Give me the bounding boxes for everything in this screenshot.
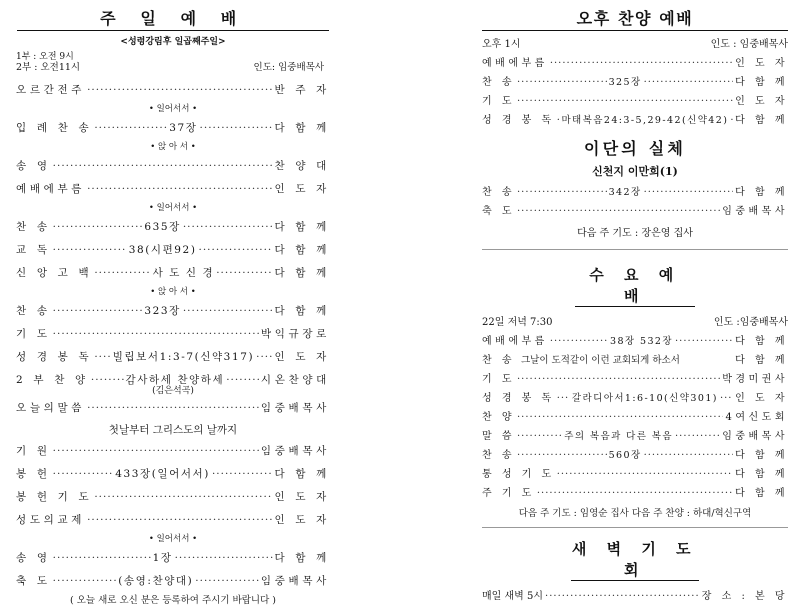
leader-dots <box>53 323 259 346</box>
afternoon-next-prayer: 다음 주 기도 : 장은영 집사 <box>577 228 693 239</box>
service-time-2: 2부 : 오전11시 <box>16 62 81 73</box>
order-row <box>16 463 330 486</box>
order-responsible: 다 함 께 <box>274 244 331 256</box>
order-detail: 342장 <box>608 187 642 198</box>
order-label: 말 씀 <box>482 431 515 442</box>
order-row <box>482 427 788 446</box>
afternoon-order-list <box>482 54 788 130</box>
order-sub: (김은석곡) <box>152 386 194 396</box>
leader-dots <box>720 389 733 408</box>
leader-dots <box>644 183 734 202</box>
leader-dots <box>94 117 167 140</box>
afternoon-time-row <box>482 35 788 54</box>
leader-dots <box>256 346 272 369</box>
leader-dots <box>53 547 151 570</box>
leader-dots <box>557 111 560 130</box>
leader-dots <box>730 111 733 130</box>
order-detail: 560장 <box>608 450 642 461</box>
order-responsible: 다 함 께 <box>735 450 788 461</box>
wednesday-service-title: 수 요 예 배 <box>575 264 695 307</box>
sermon-title: 이단의 실체 <box>583 139 687 158</box>
leader-dots <box>175 547 273 570</box>
order-detail: 635장 <box>144 221 181 233</box>
leader-dots <box>53 216 143 239</box>
leader-dots <box>212 463 273 486</box>
sunday-service-column <box>16 0 330 608</box>
order-responsible: 임중배목사 <box>260 575 330 587</box>
order-detail: 갈라디아서1:6-10(신약301) <box>571 393 718 404</box>
order-row <box>16 216 330 239</box>
posture-note: • 앉 아 서 • <box>150 142 196 152</box>
leader-dots <box>183 300 273 323</box>
order-row <box>16 509 330 532</box>
posture-note: • 일어서서 • <box>148 203 198 213</box>
order-row <box>482 92 788 111</box>
order-label: 예배에부름 <box>16 183 86 195</box>
leader-dots <box>53 463 114 486</box>
liturgical-subtitle: <성령강림후 일곱째주일> <box>120 37 226 47</box>
leader-dots <box>53 239 127 262</box>
order-label: 예배에부름 <box>482 336 548 347</box>
sunday-service-title: 주 일 예 배 <box>17 6 329 31</box>
service-time-2-row <box>16 62 330 74</box>
order-responsible: 인 도 자 <box>274 183 330 195</box>
order-label: 찬 송 <box>16 305 51 317</box>
order-label: 봉 헌 기 도 <box>16 491 93 503</box>
order-detail: 325장 <box>608 77 642 88</box>
leader-dots <box>517 427 562 446</box>
order-responsible: 다 함 께 <box>274 221 330 233</box>
order-label: 주 기 도 <box>482 488 535 499</box>
right-column <box>482 0 788 606</box>
order-label: 축 도 <box>16 575 51 587</box>
order-detail: 37장 <box>169 122 198 134</box>
leader-dots <box>517 370 720 389</box>
order-row <box>482 332 788 351</box>
order-detail: 감사하세 찬양하세 <box>125 374 225 386</box>
order-row <box>482 111 788 130</box>
visitor-notice: ( 오늘 새로 오신 분은 등록하여 주시기 바랍니다 ) <box>70 595 276 606</box>
order-label: 예배에부름 <box>482 58 548 69</box>
leader-dots <box>557 465 733 484</box>
order-responsible: 반 주 자 <box>274 84 330 96</box>
order-label: 오늘의말씀 <box>16 402 86 414</box>
leader-dots <box>87 178 272 201</box>
order-responsible: 4여신도회 <box>725 412 788 423</box>
divider <box>482 249 788 250</box>
leader-dots <box>226 369 259 392</box>
order-responsible: 시온찬양대 <box>260 374 330 386</box>
leader-dots <box>644 73 734 92</box>
sermon-heading: 첫날부터 그리스도의 날까지 <box>108 424 238 436</box>
leader-dots <box>517 446 607 465</box>
order-responsible: 다 함 께 <box>274 305 330 317</box>
order-row <box>16 262 330 285</box>
order-row <box>16 397 330 420</box>
order-responsible: 다 함 께 <box>735 336 788 347</box>
order-responsible: 인 도 자 <box>735 393 788 404</box>
order-detail: 38(시편92) <box>128 244 197 256</box>
afternoon-time: 오후 1시 <box>482 39 521 50</box>
order-label: 기 도 <box>16 328 51 340</box>
order-responsible: 다 함 께 <box>274 267 330 279</box>
dawn-prayer-title: 새 벽 기 도 회 <box>571 540 699 579</box>
order-detail: 38장 532장 <box>609 336 673 347</box>
dawn-prayer-row <box>482 587 788 606</box>
posture-note: • 일어서서 • <box>148 104 198 114</box>
leader-dots <box>517 92 733 111</box>
order-label: 통 성 기 도 <box>482 469 555 480</box>
wednesday-order-list <box>482 332 788 503</box>
order-responsible: 다 함 께 <box>274 468 330 480</box>
afternoon-order-list-2 <box>482 183 788 221</box>
order-row <box>482 446 788 465</box>
leader-dots <box>675 332 733 351</box>
service-time-1: 1부 : 오전 9시 <box>16 52 74 62</box>
order-row <box>482 54 788 73</box>
service-leader: 인도: 임중배목사 <box>253 62 324 73</box>
leader-dots <box>91 369 124 392</box>
order-row <box>16 239 330 262</box>
order-responsible: 다 함 께 <box>735 77 788 88</box>
leader-dots <box>195 570 259 593</box>
order-detail: 사 도 신 경 <box>152 267 215 279</box>
order-row <box>482 370 788 389</box>
order-responsible: 인 도 자 <box>274 491 330 503</box>
leader-dots <box>537 484 733 503</box>
order-responsible: 다 함 께 <box>274 552 330 564</box>
leader-dots <box>94 486 272 509</box>
order-label: 기 원 <box>16 445 51 457</box>
order-label: 성 경 봉 독 <box>482 393 555 404</box>
leader-dots <box>545 587 700 606</box>
order-row <box>16 117 330 140</box>
order-label: 송 영 <box>16 552 51 564</box>
order-row <box>482 351 788 370</box>
order-row <box>482 202 788 221</box>
order-responsible: 다 함 께 <box>735 355 788 366</box>
order-row <box>482 389 788 408</box>
order-label: 기 도 <box>482 96 515 107</box>
order-label: 찬 양 <box>482 412 515 423</box>
leader-dots <box>550 332 608 351</box>
leader-dots <box>183 216 273 239</box>
leader-dots <box>675 427 720 446</box>
order-row <box>16 155 330 178</box>
order-label: 입 례 찬 송 <box>16 122 93 134</box>
order-label: 축 도 <box>482 206 515 217</box>
order-label: 찬 송 <box>16 221 51 233</box>
order-responsible: 임중배목사 <box>722 206 788 217</box>
sermon-subtitle: 신천지 이만희(1) <box>592 165 678 178</box>
wednesday-time-row <box>482 313 788 332</box>
order-responsible: 다 함 께 <box>274 122 330 134</box>
leader-dots <box>557 389 570 408</box>
leader-dots <box>87 509 272 532</box>
order-row <box>16 79 330 102</box>
leader-dots <box>94 346 110 369</box>
order-row <box>482 408 788 427</box>
leader-dots <box>517 202 720 221</box>
order-row <box>16 440 330 463</box>
order-detail: 마태복음24:3-5,29-42(신약42) <box>561 115 729 126</box>
order-responsible: 찬 양 대 <box>274 160 330 172</box>
order-row <box>16 547 330 570</box>
order-detail: 빌립보서1:3-7(신약317) <box>112 351 255 363</box>
leader-dots <box>87 397 259 420</box>
order-responsible: 다 함 께 <box>735 115 788 126</box>
leader-dots <box>644 446 734 465</box>
leader-dots <box>53 570 117 593</box>
order-responsible: 임중배목사 <box>260 402 330 414</box>
order-detail: 433장(일어서서) <box>115 468 210 480</box>
leader-dots <box>216 262 272 285</box>
wednesday-leader: 인도 :임중배목사 <box>713 317 788 328</box>
order-row <box>16 300 330 323</box>
afternoon-leader: 인도 : 임중배목사 <box>710 39 788 50</box>
wednesday-time: 22일 저녁 7:30 <box>482 317 553 328</box>
order-label: 성 경 봉 독 <box>16 351 93 363</box>
order-responsible: 다 함 께 <box>735 469 788 480</box>
order-row <box>16 570 330 593</box>
leader-dots <box>53 155 273 178</box>
order-label: 기 도 <box>482 374 515 385</box>
leader-dots <box>53 300 143 323</box>
order-responsible: 임중배목사 <box>260 445 330 457</box>
order-row <box>482 465 788 484</box>
order-detail: 그날이 도적같이 이런 교회되게 하소서 <box>521 355 680 366</box>
order-label: 찬 송 <box>482 187 515 198</box>
posture-note: • 일어서서 • <box>148 534 198 544</box>
order-responsible: 다 함 께 <box>735 187 788 198</box>
order-responsible: 인 도 자 <box>735 96 788 107</box>
order-label: 교 독 <box>16 244 51 256</box>
dawn-prayer-time: 매일 새벽 5시 <box>482 591 544 602</box>
order-row <box>16 346 330 369</box>
order-label: 송 영 <box>16 160 51 172</box>
posture-note: • 앉 아 서 • <box>150 287 196 297</box>
order-label: 오르간전주 <box>16 84 86 96</box>
order-responsible: 인 도 자 <box>274 514 330 526</box>
order-label: 찬 송 <box>482 450 515 461</box>
order-label: 찬 송 <box>482 355 515 366</box>
afternoon-service-title: 오후 찬양 예배 <box>576 9 694 28</box>
leader-dots <box>53 440 259 463</box>
order-responsible: 인 도 자 <box>274 351 330 363</box>
leader-dots <box>94 262 150 285</box>
wednesday-next: 다음 주 기도 : 임영순 집사 다음 주 찬양 : 하대/혁신구역 <box>518 508 752 519</box>
order-label: 성도의교제 <box>16 514 86 526</box>
order-responsible: 다 함 께 <box>735 488 788 499</box>
order-label: 신 앙 고 백 <box>16 267 93 279</box>
leader-dots <box>200 117 273 140</box>
afternoon-title-box <box>482 6 788 31</box>
order-row <box>16 178 330 201</box>
leader-dots <box>517 408 723 427</box>
order-responsible: 인 도 자 <box>735 58 788 69</box>
order-label: 2 부 찬 양 <box>16 374 89 386</box>
leader-dots <box>517 183 607 202</box>
order-row <box>16 323 330 346</box>
leader-dots <box>87 79 272 102</box>
sunday-order-list <box>16 79 330 593</box>
order-row <box>482 183 788 202</box>
divider-2 <box>482 527 788 528</box>
order-label: 봉 헌 <box>16 468 51 480</box>
order-detail: (송영:찬양대) <box>118 575 194 587</box>
order-responsible: 박익규장로 <box>260 328 330 340</box>
order-detail: 주의 복음과 다른 복음 <box>564 431 673 442</box>
order-responsible: 임중배목사 <box>722 431 789 442</box>
order-row <box>482 484 788 503</box>
order-label: 찬 송 <box>482 77 515 88</box>
order-responsible: 박경미권사 <box>722 374 788 385</box>
order-detail: 1장 <box>152 552 173 564</box>
order-row <box>16 486 330 509</box>
order-row <box>482 73 788 92</box>
leader-dots <box>550 54 733 73</box>
leader-dots <box>199 239 273 262</box>
leader-dots <box>517 73 607 92</box>
dawn-prayer-place: 장 소 : 본 당 <box>701 591 788 602</box>
order-detail: 323장 <box>144 305 181 317</box>
order-label: 성 경 봉 독 <box>482 115 555 126</box>
